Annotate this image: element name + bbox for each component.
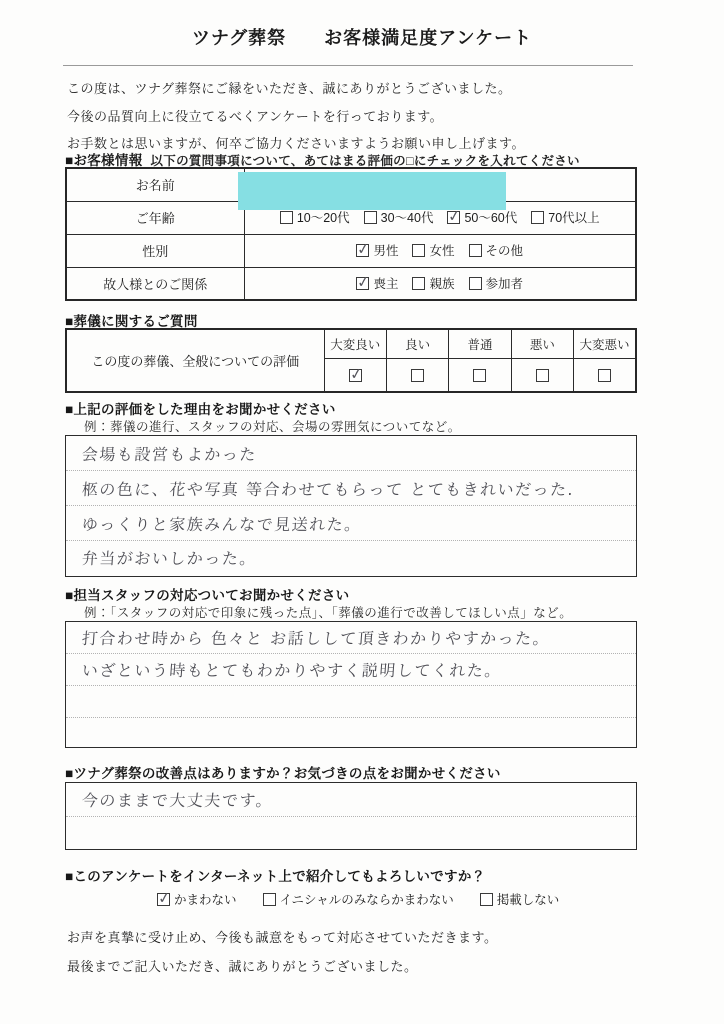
intro-line: お手数とは思いますが、何卒ご協力くださいますようお願い申し上げます。 bbox=[67, 136, 525, 151]
relation-option-shinzoku[interactable]: 親族 bbox=[412, 274, 454, 292]
section-title-internet: ■このアンケートをインターネット上で紹介してもよろしいですか？ bbox=[65, 869, 486, 884]
staff-example-text: 例：「スタッフの対応で印象に残った点」、「葬儀の進行で改善してほしい点」など。 bbox=[84, 606, 573, 620]
funeral-rating-table bbox=[65, 328, 637, 393]
checkbox-internet-no-publish[interactable] bbox=[480, 893, 493, 906]
checkbox-rating-very-bad[interactable] bbox=[598, 369, 611, 382]
table-row-name bbox=[66, 168, 636, 201]
name-redaction-overlay bbox=[238, 172, 506, 210]
rating-header-normal: 普通 bbox=[449, 329, 511, 358]
section-title-improvement: ■ツナグ葬祭の改善点はありますか？お気づきの点をお聞かせください bbox=[65, 766, 501, 781]
internet-consent-options bbox=[157, 890, 559, 908]
gender-option-female[interactable]: 女性 bbox=[412, 241, 454, 259]
checkbox-internet-initials-only[interactable] bbox=[263, 893, 276, 906]
checkbox-relation-moshu[interactable] bbox=[356, 277, 369, 290]
improvement-answer-row bbox=[66, 817, 636, 847]
rating-cell-normal bbox=[449, 358, 511, 392]
footer-line: 最後までご記入いただき、誠にありがとうございました。 bbox=[67, 959, 418, 974]
age-option-10-20[interactable]: 10～20代 bbox=[280, 208, 350, 226]
rating-cell-very-good bbox=[324, 358, 386, 392]
age-option-70plus[interactable]: 70代以上 bbox=[531, 208, 599, 226]
handwritten-answer-line: 弁当がおいしかった。 bbox=[81, 549, 258, 568]
intro-text bbox=[67, 75, 525, 158]
rating-header-bad: 悪い bbox=[511, 329, 573, 358]
checkbox-age-30-40[interactable] bbox=[364, 211, 377, 224]
reason-answer-row bbox=[66, 506, 636, 541]
reason-example-text: 例：葬儀の進行、スタッフの対応、会場の雰囲気についてなど。 bbox=[84, 420, 461, 434]
staff-answer-row bbox=[66, 718, 636, 745]
staff-answer-box[interactable] bbox=[65, 621, 637, 748]
reason-answer-row bbox=[66, 471, 636, 506]
internet-option-allow[interactable]: ✓ かまわない bbox=[157, 890, 237, 908]
header-divider bbox=[63, 65, 633, 66]
name-value-cell bbox=[244, 168, 636, 201]
section-title-staff: ■担当スタッフの対応ついてお聞かせください bbox=[65, 588, 350, 603]
handwritten-answer-line: 今のままで大丈夫です。 bbox=[81, 791, 274, 810]
section-title-reason: ■上記の評価をした理由をお聞かせください bbox=[65, 402, 336, 417]
age-option-50-60[interactable]: ✓ 50～60代 bbox=[447, 208, 517, 226]
footer-line: お声を真摯に受け止め、今後も誠意をもって対応させていただきます。 bbox=[67, 930, 498, 945]
relation-option-moshu[interactable]: ✓ 喪主 bbox=[356, 274, 398, 292]
section-title-customer-info: ■お客様情報 以下の質問事項について、あてはまる評価の□にチェックを入れてください bbox=[65, 153, 580, 168]
page-title-brand: ツナグ葬祭 bbox=[191, 28, 287, 48]
staff-answer-row bbox=[66, 622, 636, 654]
internet-option-initials-only[interactable]: イニシャルのみならかまわない bbox=[263, 890, 454, 908]
checkbox-rating-bad[interactable] bbox=[536, 369, 549, 382]
rating-cell-good bbox=[386, 358, 448, 392]
handwritten-answer-line: 打合わせ時から 色々と お話しして頂きわかりやすかった。 bbox=[81, 629, 551, 648]
age-option-30-40[interactable]: 30～40代 bbox=[364, 208, 434, 226]
rating-header-good: 良い bbox=[386, 329, 448, 358]
age-label: ご年齢 bbox=[66, 201, 244, 234]
checkbox-internet-allow[interactable] bbox=[157, 893, 170, 906]
gender-value-cell bbox=[244, 234, 636, 267]
checkbox-rating-good[interactable] bbox=[411, 369, 424, 382]
gender-option-other[interactable]: その他 bbox=[469, 241, 524, 259]
checkbox-age-50-60[interactable] bbox=[447, 211, 460, 224]
checkbox-gender-female[interactable] bbox=[412, 244, 425, 257]
rating-cell-very-bad bbox=[574, 358, 636, 392]
rating-header-very-bad: 大変悪い bbox=[574, 329, 636, 358]
handwritten-answer-line: ゆっくりと家族みんなで見送れた。 bbox=[81, 514, 363, 534]
intro-line: この度は、ツナグ葬祭にご縁をいただき、誠にありがとうございました。 bbox=[67, 81, 512, 96]
handwritten-answer-line: いざという時もとてもわかりやすく説明してくれた。 bbox=[81, 661, 503, 680]
improvement-answer-box[interactable] bbox=[65, 782, 637, 850]
section-title-funeral-question: ■葬儀に関するご質問 bbox=[65, 314, 198, 329]
gender-label: 性別 bbox=[66, 234, 244, 267]
intro-line: 今後の品質向上に役立てるべくアンケートを行っております。 bbox=[67, 108, 444, 124]
staff-answer-row bbox=[66, 686, 636, 718]
relation-label: 故人様とのご関係 bbox=[66, 267, 244, 300]
relation-value-cell bbox=[244, 267, 636, 300]
rating-header-very-good: 大変良い bbox=[324, 329, 386, 358]
section-note-customer-info: 以下の質問事項について、あてはまる評価の□にチェックを入れてください bbox=[150, 154, 580, 168]
reason-answer-row bbox=[66, 541, 636, 574]
reason-answer-row bbox=[66, 436, 636, 471]
rating-cell-bad bbox=[511, 358, 573, 392]
relation-option-sankasha[interactable]: 参加者 bbox=[469, 274, 524, 292]
rating-question-label: この度の葬儀、全般についての評価 bbox=[66, 329, 324, 392]
checkbox-relation-shinzoku[interactable] bbox=[412, 277, 425, 290]
table-row-relation bbox=[66, 267, 636, 300]
checkbox-gender-other[interactable] bbox=[469, 244, 482, 257]
gender-option-male[interactable]: ✓ 男性 bbox=[356, 241, 398, 259]
table-row-gender bbox=[66, 234, 636, 267]
checkbox-rating-normal[interactable] bbox=[473, 369, 486, 382]
reason-answer-box[interactable] bbox=[65, 435, 637, 577]
checkbox-age-70plus[interactable] bbox=[531, 211, 544, 224]
staff-answer-row bbox=[66, 654, 636, 686]
customer-info-table bbox=[65, 167, 637, 301]
name-label: お名前 bbox=[66, 168, 244, 201]
checkbox-age-10-20[interactable] bbox=[280, 211, 293, 224]
handwritten-answer-line: 会場も設営もよかった bbox=[81, 444, 258, 464]
page-title-text: お客様満足度アンケート bbox=[324, 28, 533, 48]
rating-header-row bbox=[66, 329, 636, 358]
checkbox-gender-male[interactable] bbox=[356, 244, 369, 257]
handwritten-answer-line: 柩の色に、花や写真 等合わせてもらって とてもきれいだった. bbox=[81, 479, 575, 499]
checkbox-relation-sankasha[interactable] bbox=[469, 277, 482, 290]
checkbox-rating-very-good[interactable] bbox=[349, 369, 362, 382]
page-title bbox=[0, 24, 724, 50]
improvement-answer-row bbox=[66, 783, 636, 817]
internet-option-no-publish[interactable]: 掲載しない bbox=[480, 890, 560, 908]
